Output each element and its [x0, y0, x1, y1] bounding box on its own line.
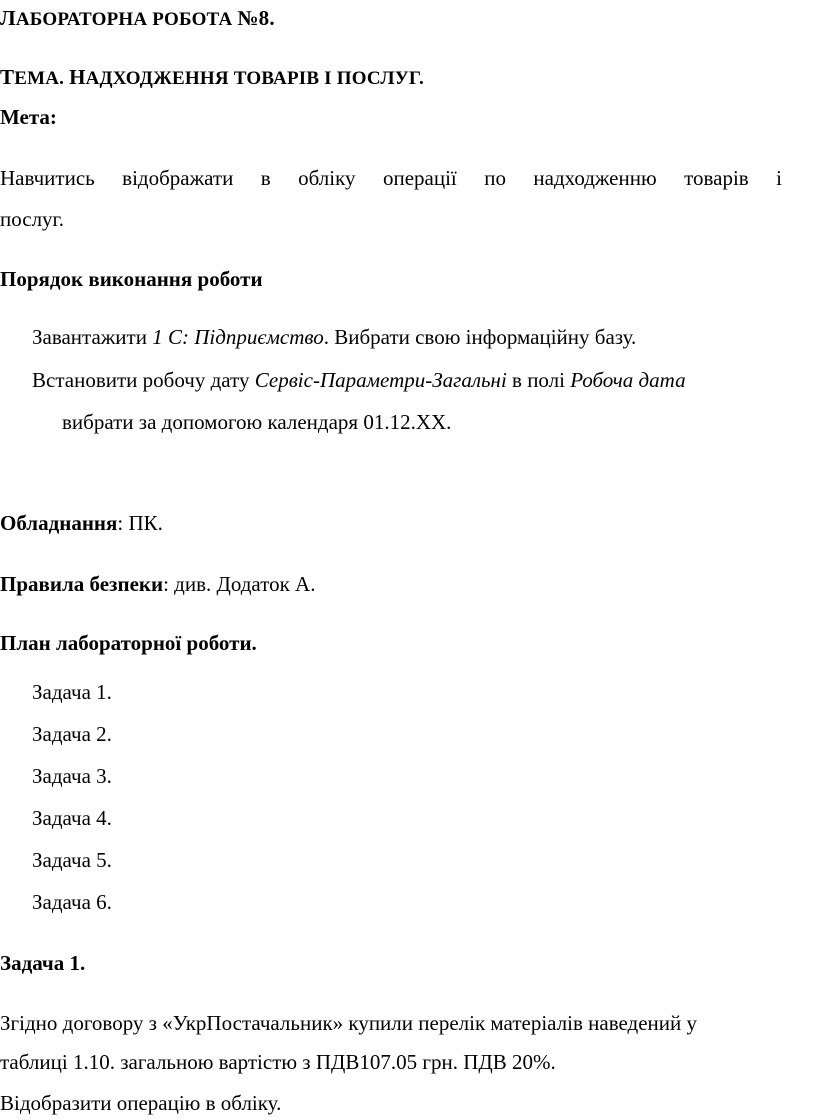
goal-heading: Мета: — [0, 105, 57, 129]
task1-text-line3: Відобразити операцію в обліку. — [0, 1091, 282, 1115]
plan-heading: План лабораторної роботи. — [0, 631, 257, 655]
safety-label: Правила безпеки — [0, 572, 164, 596]
task1-heading: Задача 1. — [0, 951, 86, 975]
plan-item-3: Задача 3. — [32, 764, 112, 788]
lab-number: №8. — [237, 6, 275, 30]
task1-text-line2: таблиці 1.10. загальною вартістю з ПДВ107.05 грн. ПДВ 20%. — [0, 1050, 556, 1074]
plan-item-6: Задача 6. — [32, 890, 112, 914]
topic-label-initial: Т — [0, 65, 15, 89]
step1-suffix: . Вибрати свою інформаційну базу. — [323, 325, 637, 349]
procedure-step2 — [32, 370, 686, 391]
lab-title-initial: Л — [0, 6, 16, 30]
equipment-value: : ПК. — [117, 511, 163, 535]
equipment-label: Обладнання — [0, 511, 118, 535]
step2-field-name: Робоча дата — [570, 368, 686, 392]
step2-menu-path: Сервіс-Параметри-Загальні — [254, 368, 507, 392]
goal-text-line2: послуг. — [0, 207, 65, 231]
lab-title — [0, 8, 275, 29]
topic-label-rest: ЕМА. — [14, 68, 65, 89]
topic-heading — [0, 67, 424, 88]
topic-title-rest: АДХОДЖЕННЯ ТОВАРІВ І ПОСЛУГ. — [85, 68, 424, 89]
goal-text-line1: Навчитись відображати в обліку операції по надходженню товарів і — [0, 166, 782, 190]
topic-title-initial: Н — [69, 65, 86, 89]
safety-line — [0, 574, 315, 595]
equipment-line — [0, 513, 163, 534]
plan-item-2: Задача 2. — [32, 722, 112, 746]
step1-prefix: Завантажити — [32, 325, 153, 349]
procedure-step2-continuation: вибрати за допомогою календаря 01.12.ХХ. — [62, 410, 452, 434]
step2-prefix: Встановити робочу дату — [32, 368, 255, 392]
procedure-heading: Порядок виконання роботи — [0, 267, 263, 291]
step1-program-name: 1 С: Підприємство — [152, 325, 324, 349]
task1-text-line1: Згідно договору з «УкрПостачальник» купили перелік матеріалів наведений у — [0, 1011, 698, 1035]
lab-title-rest: АБОРАТОРНА РОБОТА — [15, 9, 233, 30]
step2-middle: в полі — [506, 368, 571, 392]
plan-item-4: Задача 4. — [32, 806, 112, 830]
plan-item-5: Задача 5. — [32, 848, 112, 872]
plan-item-1: Задача 1. — [32, 680, 112, 704]
procedure-step1 — [32, 327, 636, 348]
safety-value: : див. Додаток А. — [163, 572, 316, 596]
